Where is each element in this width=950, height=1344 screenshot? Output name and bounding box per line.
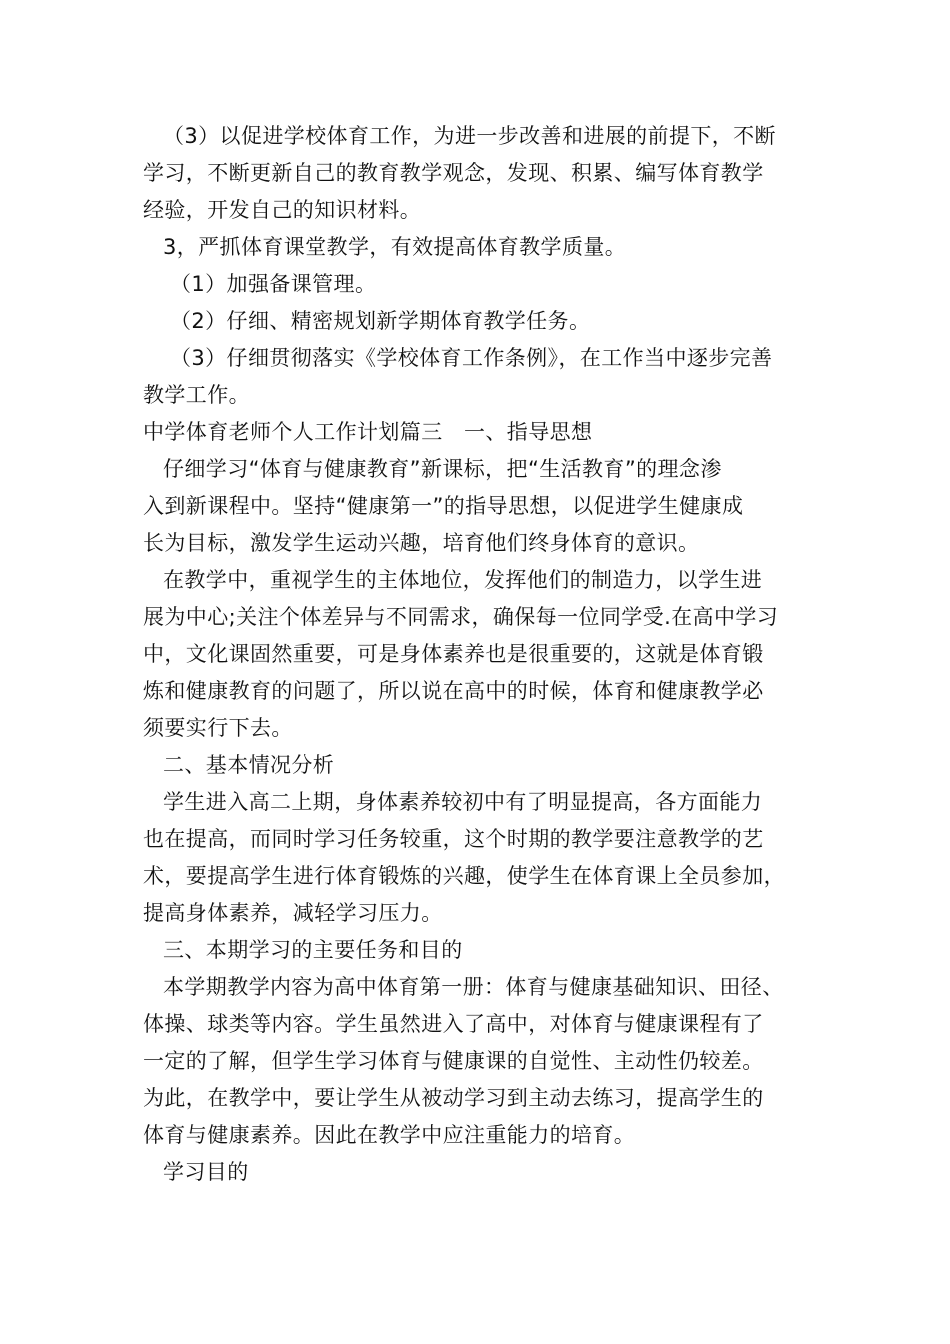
text-line: 在教学中，重视学生的主体地位，发挥他们的制造力，以学生进	[163, 568, 763, 592]
text-line: 体操、球类等内容。学生虽然进入了高中，对体育与健康课程有了	[143, 1012, 764, 1036]
text-line: （3）以促进学校体育工作，为进一步改善和进展的前提下，不断	[163, 124, 776, 148]
text-line: 提高身体素养，减轻学习压力。	[143, 901, 443, 925]
text-line: （1）加强备课管理。	[170, 272, 377, 296]
text-line: 学习，不断更新自己的教育教学观念，发现、积累、编写体育教学	[143, 161, 764, 185]
text-line: 为此，在教学中，要让学生从被动学习到主动去练习，提高学生的	[143, 1086, 764, 1110]
text-line: 术，要提高学生进行体育锻炼的兴趣，使学生在体育课上全员参加，	[143, 864, 785, 888]
text-line: 经验，开发自己的知识材料。	[143, 198, 422, 222]
text-line: 学生进入高二上期，身体素养较初中有了明显提高，各方面能力	[163, 790, 763, 814]
text-line: 入到新课程中。坚持“健康第一”的指导思想，以促进学生健康成	[143, 494, 744, 518]
text-line: 一定的了解，但学生学习体育与健康课的自觉性、主动性仍较差。	[143, 1049, 764, 1073]
text-line: 须要实行下去。	[143, 716, 293, 740]
text-line: 长为目标，激发学生运动兴趣，培育他们终身体育的意识。	[143, 531, 700, 555]
text-line: （3）仔细贯彻落实《学校体育工作条例》，在工作当中逐步完善	[170, 346, 773, 370]
text-line: 中，文化课固然重要，可是身体素养也是很重要的，这就是体育锻	[143, 642, 764, 666]
text-line: 3，严抓体育课堂教学，有效提高体育教学质量。	[163, 235, 627, 259]
text-line: 教学工作。	[143, 383, 250, 407]
text-line: 也在提高，而同时学习任务较重，这个时期的教学要注意教学的艺	[143, 827, 764, 851]
text-line: 本学期教学内容为高中体育第一册：体育与健康基础知识、田径、	[163, 975, 784, 999]
section-heading: 三、本期学习的主要任务和目的	[163, 938, 463, 962]
text-line: 仔细学习“体育与健康教育”新课标，把“生活教育”的理念渗	[163, 457, 722, 481]
text-line: 炼和健康教育的问题了，所以说在高中的时候，体育和健康教学必	[143, 679, 764, 703]
text-line: 展为中心;关注个体差异与不同需求，确保每一位同学受.在高中学习	[143, 605, 779, 629]
section-heading: 二、基本情况分析	[163, 753, 335, 777]
section-heading: 中学体育老师个人工作计划篇三 一、指导思想	[143, 420, 593, 444]
text-line: 体育与健康素养。因此在教学中应注重能力的培育。	[143, 1123, 636, 1147]
section-heading: 学习目的	[163, 1160, 249, 1184]
text-line: （2）仔细、精密规划新学期体育教学任务。	[170, 309, 591, 333]
